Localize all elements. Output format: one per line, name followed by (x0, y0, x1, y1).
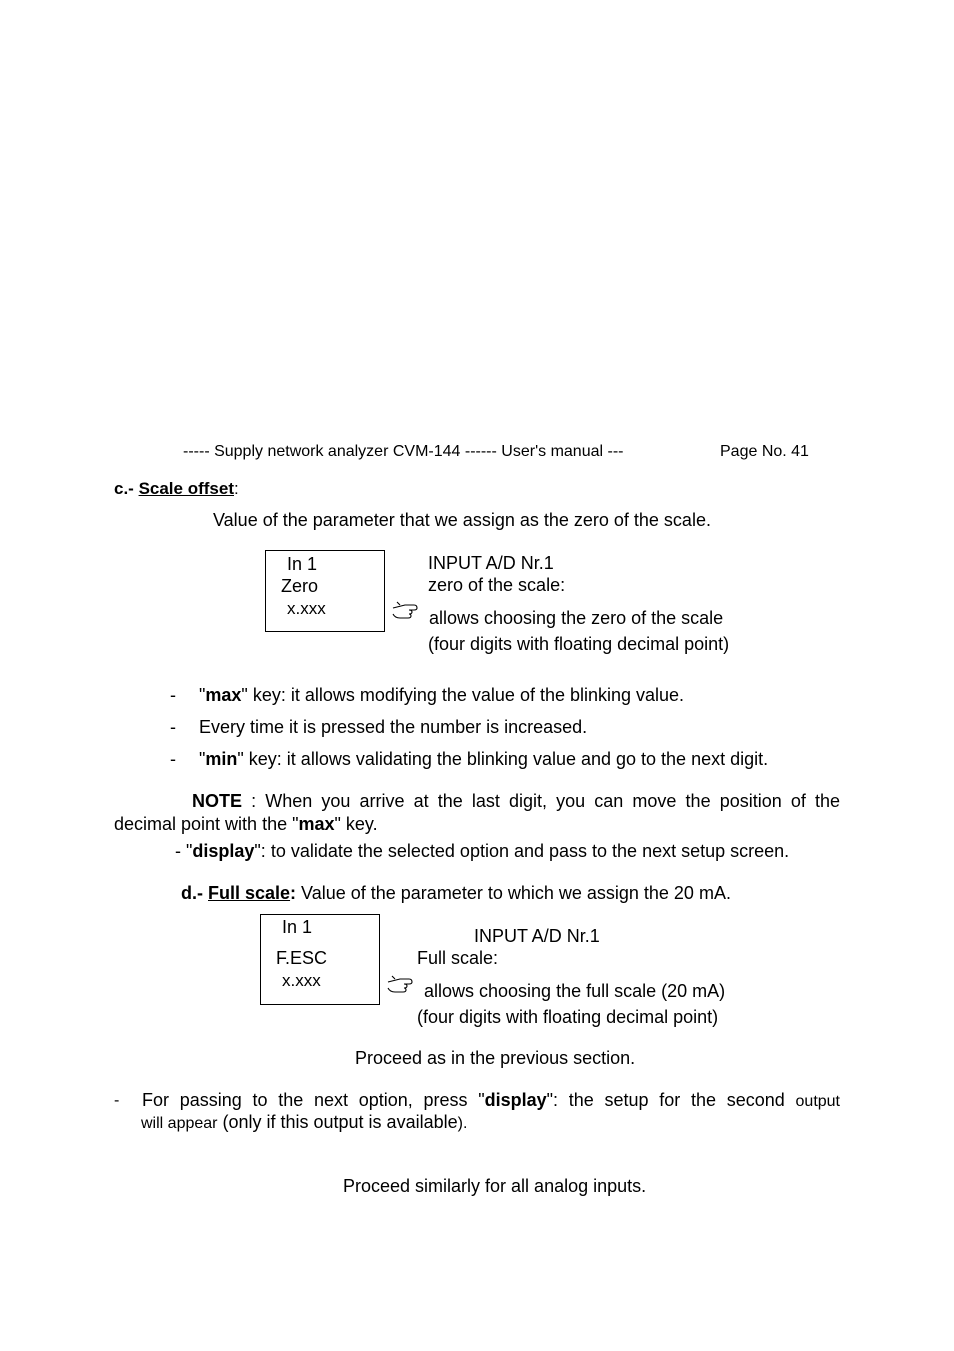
bullet-dash: - (170, 685, 176, 705)
page-header (183, 442, 623, 462)
next-option-dash: - (114, 1092, 120, 1109)
pointing-hand-icon (392, 601, 418, 619)
bullet-max-key: "max" key: it allows modifying the value of the blinking value. (199, 685, 685, 705)
note-line1: NOTE : When you arrive at the last digit, you can move the position of the (192, 791, 840, 811)
proceed-all-text: Proceed similarly for all analog inputs. (343, 1176, 647, 1196)
next-option-line1: For passing to the next option, press "display": the setup for the second output (142, 1090, 840, 1110)
zero-display-line1: In 1 (287, 554, 318, 574)
fullscale-info-line1: INPUT A/D Nr.1 (474, 926, 600, 946)
page-number: Page No. 41 (720, 443, 809, 460)
fullscale-info-line3: allows choosing the full scale (20 mA) (424, 981, 726, 1001)
note-line2: decimal point with the "max" key. (114, 814, 378, 834)
fullscale-display-box (260, 914, 380, 1005)
fullscale-display-line2: F.ESC (276, 948, 328, 968)
section-d-heading: d.- Full scale: Value of the parameter to which we assign the 20 mA. (181, 883, 731, 903)
zero-info-line3: allows choosing the zero of the scale (429, 608, 724, 628)
pointing-hand-icon (387, 975, 413, 993)
bullet-dash: - (170, 717, 176, 737)
zero-info-line1: INPUT A/D Nr.1 (428, 553, 554, 573)
zero-info-line2: zero of the scale: (428, 575, 566, 595)
fullscale-display-line1: In 1 (282, 917, 313, 937)
zero-display-line2: Zero (281, 576, 319, 596)
display-key-line: - "display": to validate the selected option and pass to the next setup screen. (175, 841, 790, 861)
fullscale-info-line4: (four digits with floating decimal point) (417, 1007, 719, 1027)
proceed-previous-text: Proceed as in the previous section. (355, 1048, 636, 1068)
header-title: ----- Supply network analyzer CVM-144 ------ User's manual --- (183, 443, 624, 460)
zero-display-line3: x.xxx (287, 599, 326, 618)
zero-info-line4: (four digits with floating decimal point) (428, 634, 730, 654)
bullet-min-key: "min" key: it allows validating the blinking value and go to the next digit. (199, 749, 769, 769)
section-c-heading: c.- Scale offset: (114, 479, 239, 498)
zero-display-box (265, 550, 385, 632)
fullscale-display-line3: x.xxx (282, 971, 321, 990)
section-d-title: Full scale (208, 883, 291, 903)
section-c-description: Value of the parameter that we assign as the zero of the scale. (213, 510, 711, 530)
section-d-description: Value of the parameter to which we assign the 20 mA. (296, 883, 731, 903)
section-c-title: Scale offset (138, 479, 234, 498)
fullscale-info-line2: Full scale: (417, 948, 499, 968)
note-label: NOTE (192, 791, 243, 811)
bullet-dash: - (170, 749, 176, 769)
next-option-line2: will appear (only if this output is available). (141, 1112, 468, 1132)
bullet-increase: Every time it is pressed the number is increased. (199, 717, 588, 737)
